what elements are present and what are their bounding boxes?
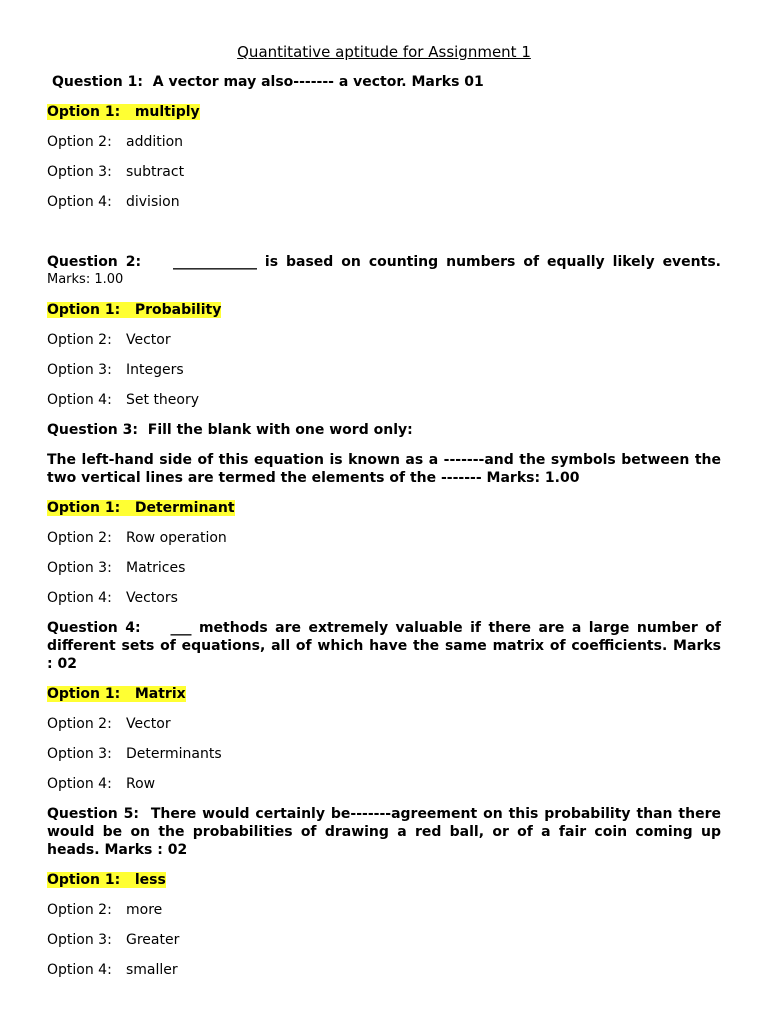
- question-4-line-1: ___ methods are extremely valuable if there are a large number of: [170, 620, 721, 636]
- question-3-body-line-2: two vertical lines are termed the elements of the ------- Marks: 1.00: [47, 470, 580, 486]
- option-text: division: [126, 194, 180, 210]
- question-5: [47, 805, 721, 823]
- option-label: Option 1:: [47, 686, 121, 702]
- question-3-option-1: [47, 499, 721, 517]
- question-4-prefix: Question 4:: [47, 620, 141, 636]
- question-1-prefix: Question 1:: [52, 74, 143, 90]
- question-1-text: A vector may also------- a vector. Marks 01: [152, 74, 484, 90]
- option-text: Matrix: [134, 686, 186, 702]
- option-text: Vectors: [126, 590, 178, 606]
- option-text: subtract: [126, 164, 185, 180]
- option-label: Option 4:: [47, 590, 112, 606]
- question-4-option-3: [47, 745, 721, 763]
- question-3-prefix: Question 3:: [47, 422, 138, 438]
- option-text: more: [126, 902, 163, 918]
- option-text: Probability: [134, 302, 222, 318]
- document-title: [0, 41, 768, 63]
- option-label: Option 3:: [47, 362, 112, 378]
- question-4-line-3: : 02: [47, 656, 77, 672]
- question-4-option-2: [47, 715, 721, 733]
- option-text: Matrices: [126, 560, 186, 576]
- option-label: Option 2:: [47, 134, 112, 150]
- question-3-body-line-1: The left-hand side of this equation is known as a -------and the symbols between the: [47, 452, 721, 468]
- option-label: Option 2:: [47, 902, 112, 918]
- option-label: Option 4:: [47, 194, 112, 210]
- question-4: [47, 619, 721, 637]
- option-text: Row: [126, 776, 156, 792]
- question-5-option-1: [47, 871, 721, 889]
- question-5-option-2: [47, 901, 721, 919]
- question-1: [52, 73, 726, 91]
- question-2-option-3: [47, 361, 721, 379]
- question-3-option-4: [47, 589, 721, 607]
- option-label: Option 1:: [47, 500, 121, 516]
- option-label: Option 4:: [47, 776, 112, 792]
- question-5-option-3: [47, 931, 721, 949]
- question-2-option-1-highlight: [47, 302, 221, 318]
- option-label: Option 1:: [47, 872, 121, 888]
- question-1-option-4: [47, 193, 721, 211]
- option-label: Option 2:: [47, 716, 112, 732]
- option-text: Determinant: [134, 500, 235, 516]
- question-2: [47, 253, 721, 271]
- option-label: Option 4:: [47, 962, 112, 978]
- option-text: less: [134, 872, 166, 888]
- option-text: Vector: [126, 716, 171, 732]
- option-label: Option 3:: [47, 164, 112, 180]
- question-2-marks: Marks: 1.00: [47, 272, 124, 287]
- option-text: Row operation: [126, 530, 227, 546]
- option-label: Option 4:: [47, 392, 112, 408]
- question-4-option-4: [47, 775, 721, 793]
- question-5-option-4: [47, 961, 721, 979]
- option-label: Option 2:: [47, 530, 112, 546]
- question-4-option-1-highlight: [47, 686, 186, 702]
- option-label: Option 1:: [47, 104, 121, 120]
- document-title-text: Quantitative aptitude for Assignment 1: [237, 43, 531, 61]
- option-text: Set theory: [126, 392, 200, 408]
- option-text: Greater: [126, 932, 180, 948]
- option-text: Vector: [126, 332, 171, 348]
- question-5-line-3: heads. Marks : 02: [47, 842, 188, 858]
- question-5-line-2: would be on the probabilities of drawing a red ball, or of a fair coin coming up: [47, 824, 721, 840]
- option-text: addition: [126, 134, 184, 150]
- option-text: Integers: [126, 362, 184, 378]
- question-3: [47, 421, 721, 439]
- question-5-option-1-highlight: [47, 872, 166, 888]
- question-3-option-1-highlight: [47, 500, 235, 516]
- question-2-option-1: [47, 301, 721, 319]
- question-1-option-3: [47, 163, 721, 181]
- question-5-prefix: Question 5:: [47, 806, 140, 822]
- option-label: Option 1:: [47, 302, 121, 318]
- option-label: Option 2:: [47, 332, 112, 348]
- question-4-line-2: different sets of equations, all of which have the same matrix of coefficients. Marks: [47, 638, 721, 654]
- question-2-prefix: Question 2:: [47, 254, 142, 270]
- question-2-option-2: [47, 331, 721, 349]
- option-text: Determinants: [126, 746, 222, 762]
- question-3-text: Fill the blank with one word only:: [147, 422, 413, 438]
- option-text: multiply: [134, 104, 200, 120]
- option-label: Option 3:: [47, 746, 112, 762]
- option-text: smaller: [126, 962, 178, 978]
- question-2-option-4: [47, 391, 721, 409]
- option-label: Option 3:: [47, 932, 112, 948]
- question-3-option-3: [47, 559, 721, 577]
- question-1-option-1: [47, 103, 721, 121]
- question-3-option-2: [47, 529, 721, 547]
- question-1-option-2: [47, 133, 721, 151]
- option-label: Option 3:: [47, 560, 112, 576]
- question-5-line-1: There would certainly be-------agreement on this probability than there: [150, 806, 721, 822]
- question-2-text: ____________ is based on counting numbers of equally likely events.: [172, 254, 721, 270]
- question-1-option-1-highlight: [47, 104, 200, 120]
- question-4-option-1: [47, 685, 721, 703]
